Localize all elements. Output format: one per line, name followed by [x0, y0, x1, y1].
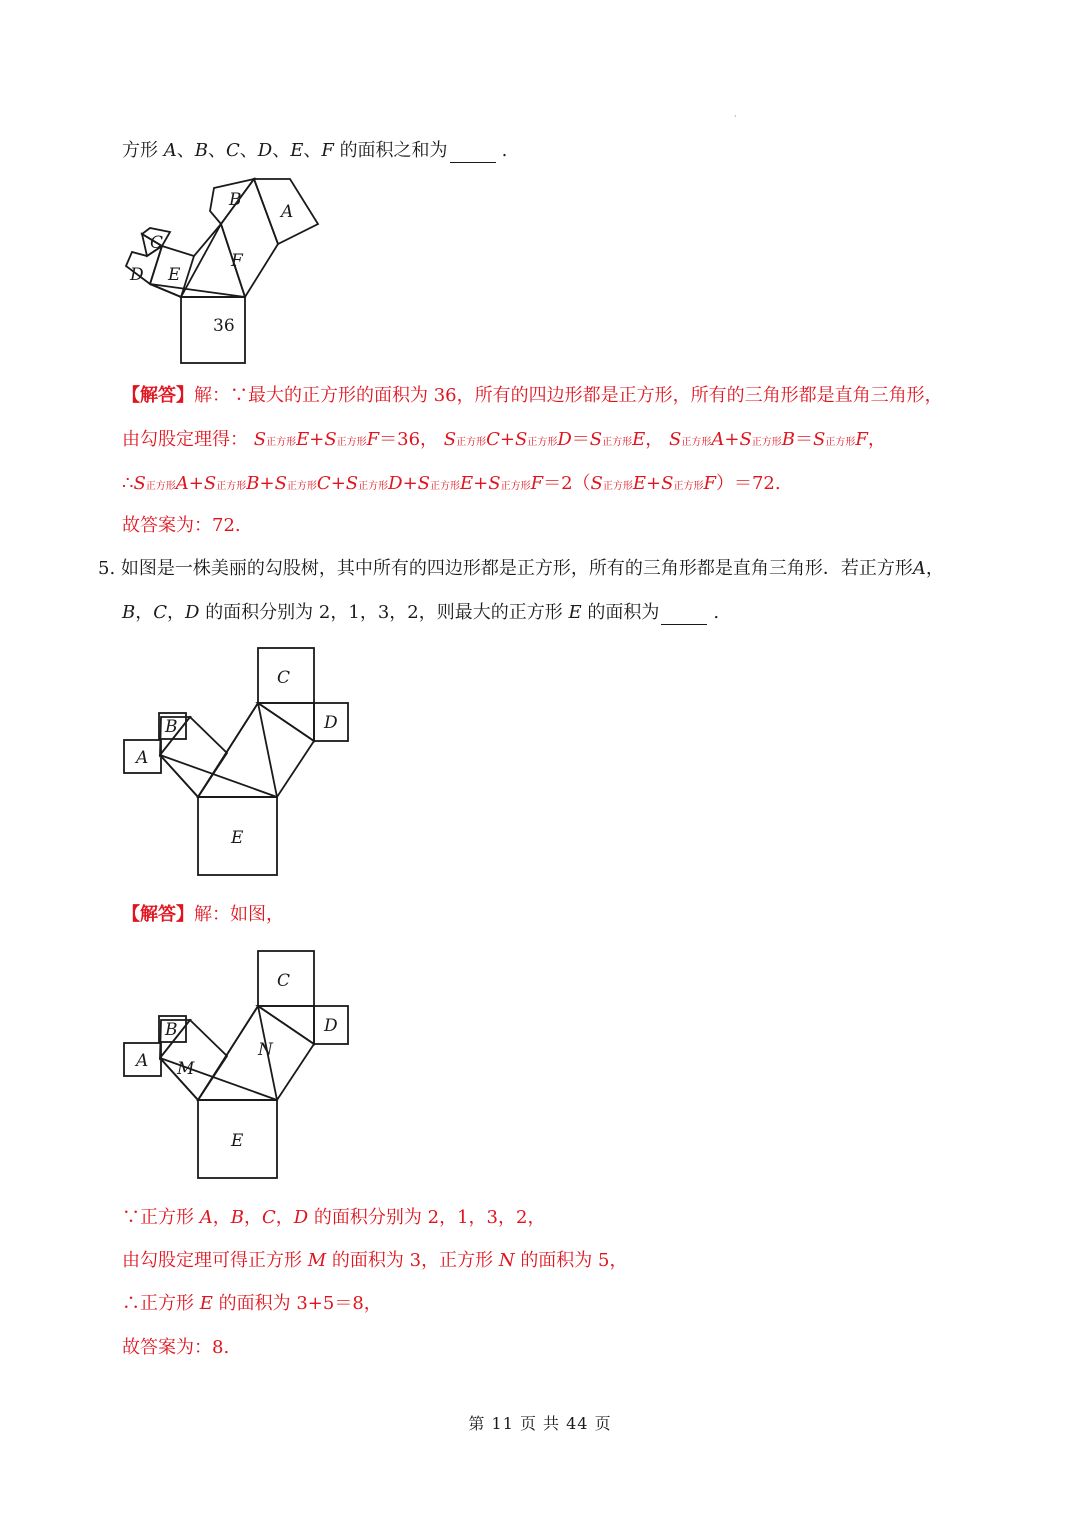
label-c: C: [277, 668, 291, 688]
solution-5-lead: 【解答】解：如图，: [122, 904, 284, 925]
answer-blank: [450, 144, 496, 163]
solution-4-line-3: ∴S正方形A+S正方形B+S正方形C+S正方形D+S正方形E+S正方形F＝2（S正方形E+S正方形F）＝72.: [122, 473, 781, 494]
solution-5-line-1: ∵正方形 A，B，C，D 的面积分别为 2，1，3，2，: [122, 1207, 546, 1228]
label-a: A: [281, 202, 294, 222]
solution-5-line-2: 由勾股定理可得正方形 M 的面积为 3，正方形 N 的面积为 5，: [122, 1250, 628, 1271]
label-36: 36: [213, 316, 235, 336]
question-4-tail: 方形 A、B、C、D、E、F 的面积之和为 .: [122, 140, 508, 161]
solution-4-line-1: 【解答】解：∵最大的正方形的面积为 36，所有的四边形都是正方形，所有的三角形都是直角三角形，: [122, 385, 943, 406]
solution-4-line-2: 由勾股定理得： S正方形E+S正方形F＝36， S正方形C+S正方形D＝S正方形E， S正方形A+S正方形B＝S正方形F，: [122, 429, 886, 450]
label-n: N: [258, 1040, 273, 1060]
question-5-line-1: 5. 如图是一株美丽的勾股树，其中所有的四边形都是正方形，所有的三角形都是直角三角形．若正方形A，: [98, 558, 944, 579]
solution-5-answer: 故答案为：8.: [122, 1337, 230, 1358]
label-b: B: [165, 717, 178, 737]
label-e: E: [231, 828, 244, 848]
figure-pythagoras-tree-2: [120, 645, 355, 880]
label-d: D: [324, 713, 338, 733]
question-5-line-2: B，C，D 的面积分别为 2，1，3，2，则最大的正方形 E 的面积为 .: [122, 602, 720, 623]
label-a: A: [136, 1051, 149, 1071]
label-e: E: [231, 1131, 244, 1151]
label-f: F: [231, 251, 243, 271]
label-c: C: [277, 971, 291, 991]
figure-pythagoras-tree-3: [120, 948, 355, 1183]
label-d: D: [324, 1016, 338, 1036]
label-e: E: [168, 265, 181, 285]
figure-pythagoras-tree-1: [118, 176, 328, 368]
label-m: M: [177, 1059, 195, 1079]
label-c: C: [150, 233, 164, 253]
solution-4-answer: 故答案为：72.: [122, 515, 241, 536]
label-b: B: [229, 190, 242, 210]
header-mark: ·: [734, 112, 737, 121]
label-a: A: [136, 748, 149, 768]
page-footer: 第 11 页 共 44 页: [468, 1414, 612, 1433]
answer-blank-5: [661, 606, 707, 625]
question-number: 5.: [98, 558, 116, 579]
label-b: B: [165, 1020, 178, 1040]
solution-5-line-3: ∴正方形 E 的面积为 3+5＝8，: [122, 1293, 382, 1314]
label-d: D: [130, 265, 144, 285]
